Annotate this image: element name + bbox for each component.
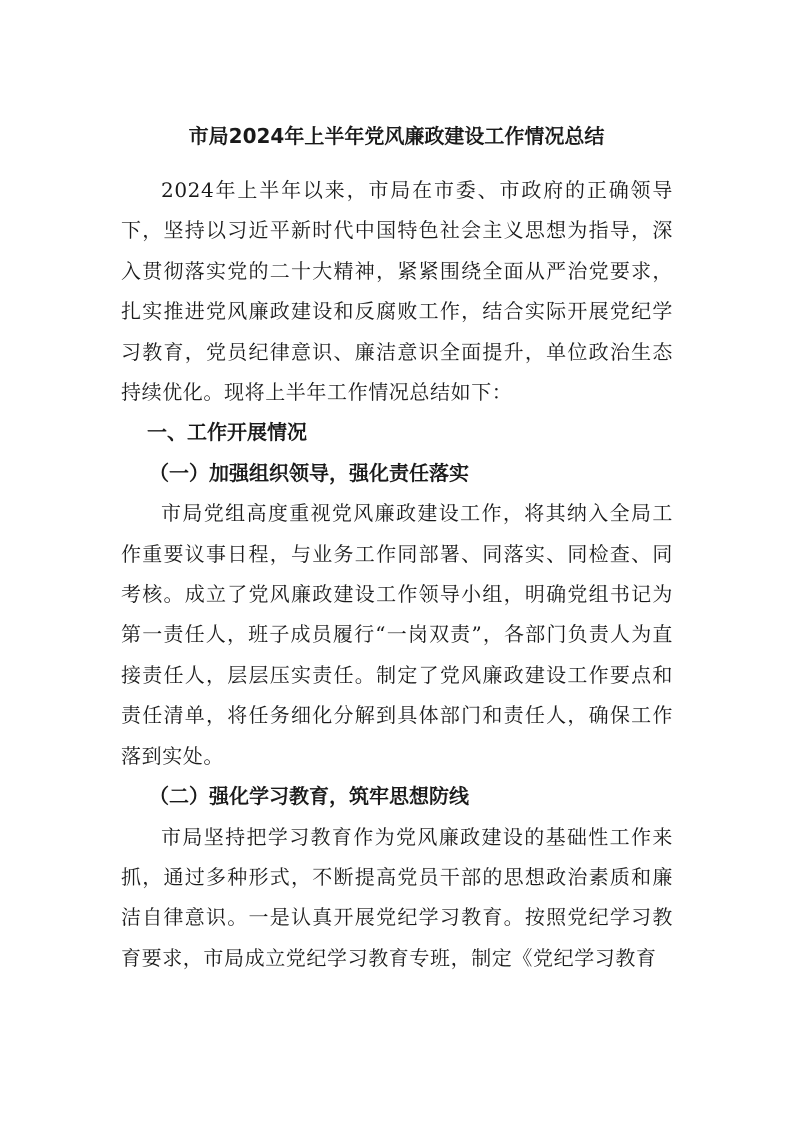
subsection-heading-education: （二）强化学习教育，筑牢思想防线 xyxy=(149,784,469,809)
subsection-heading-leadership: （一）加强组织领导，强化责任落实 xyxy=(149,460,469,485)
subsection-paragraph-leadership: 市局党组高度重视党风廉政建设工作，将其纳入全局工作重要议事日程，与业务工作同部署、同落实、同检查、同考核。成立了党风廉政建设工作领导小组，明确党组书记为第一责任人，班子成员履行“一岗双责”，各部门负责人为直接责任人，层层压实责任。制定了党风廉政建设工作要点和责任清单，将任务细化分解到具体部门和责任人，确保工作落到实处。 xyxy=(121,501,673,768)
document-body xyxy=(121,170,673,978)
intro-paragraph: 2024年上半年以来，市局在市委、市政府的正确领导下，坚持以习近平新时代中国特色社会主义思想为指导，深入贯彻落实党的二十大精神，紧紧围绕全面从严治党要求，扎实推进党风廉政建设和反腐败工作，结合实际开展党纪学习教育，党员纪律意识、廉洁意识全面提升，单位政治生态持续优化。现将上半年工作情况总结如下： xyxy=(121,178,673,405)
document-title: 市局2024年上半年党风廉政建设工作情况总结 xyxy=(188,124,605,148)
subsection-paragraph-education: 市局坚持把学习教育作为党风廉政建设的基础性工作来抓，通过多种形式，不断提高党员干部的思想政治素质和廉洁自律意识。一是认真开展党纪学习教育。按照党纪学习教育要求，市局成立党纪学习教育专班，制定《党纪学习教育 xyxy=(121,824,673,970)
section-heading-work-progress: 一、工作开展情况 xyxy=(147,420,307,445)
